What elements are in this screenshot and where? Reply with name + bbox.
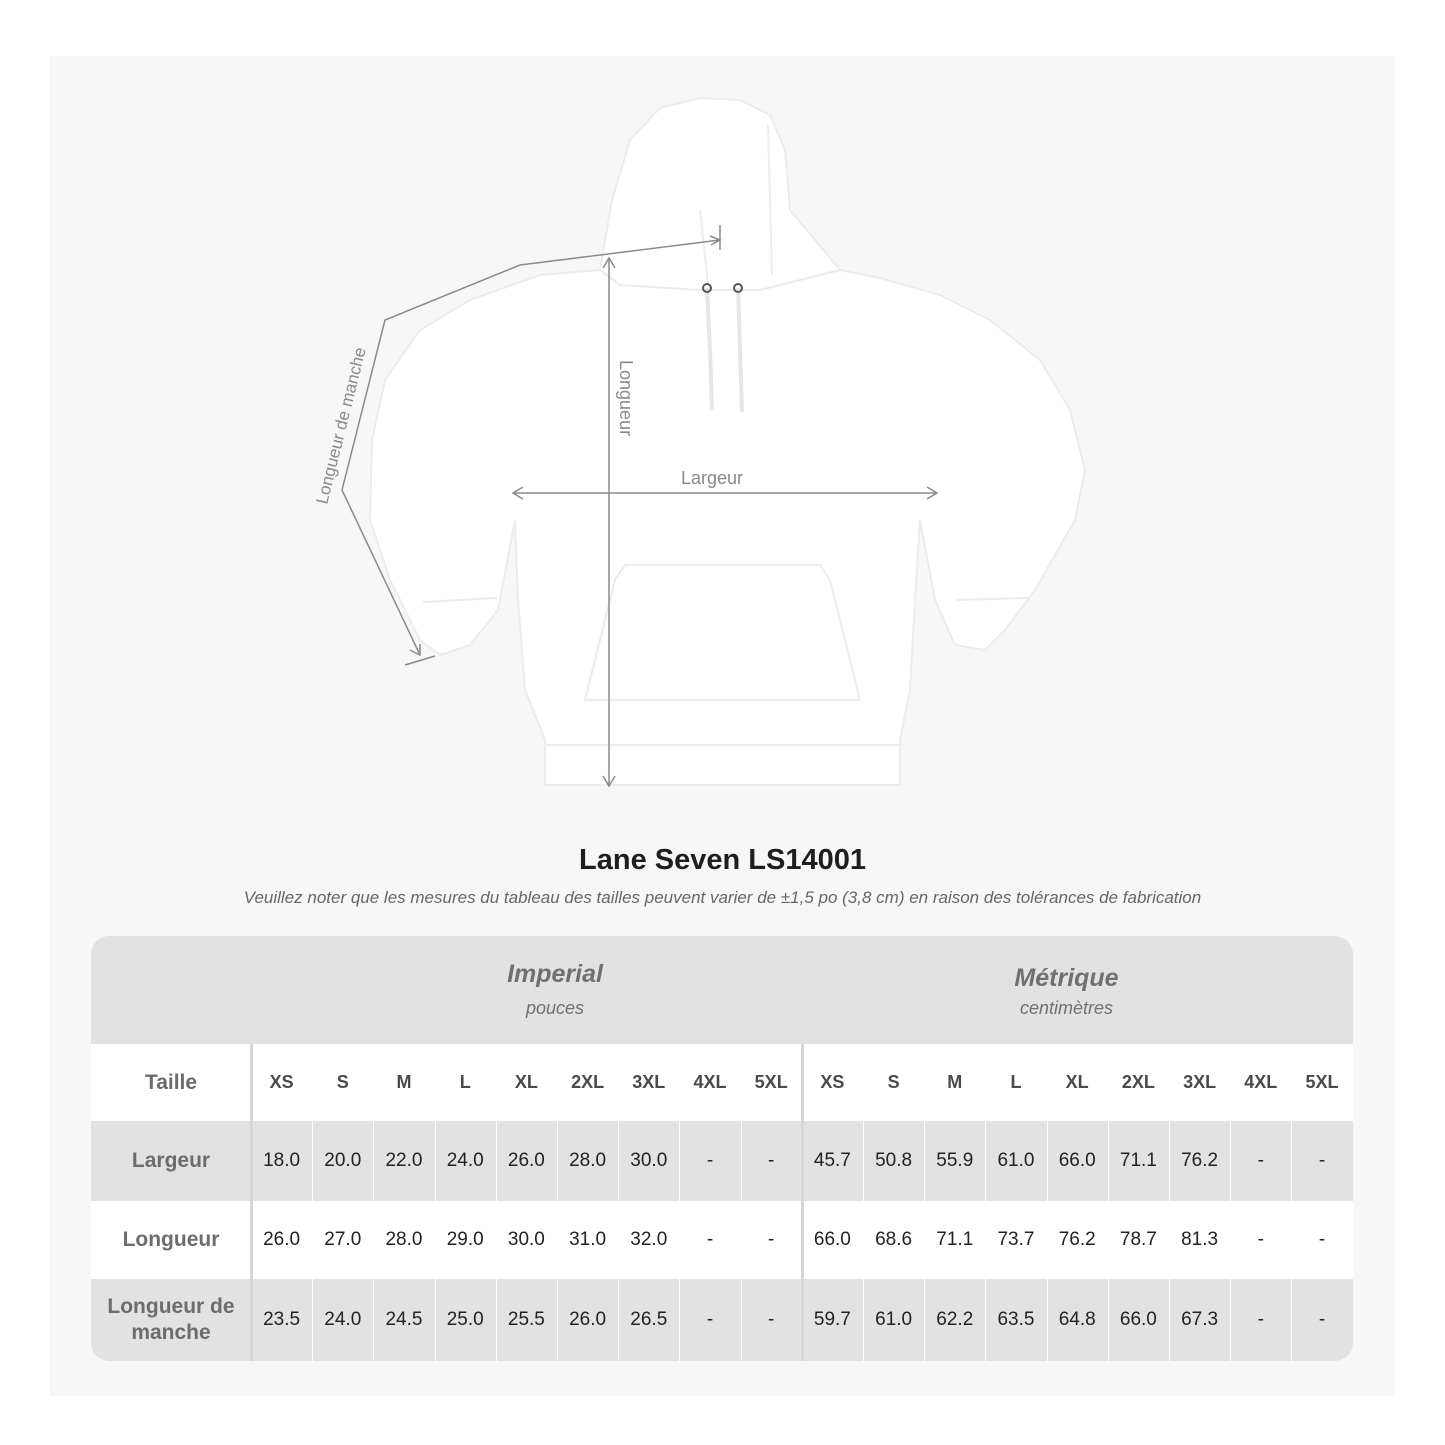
metric-value-cell: 61.0 — [997, 1150, 1035, 1171]
metric-value-cell: - — [1257, 1309, 1264, 1330]
imperial-value-cell: 24.0 — [446, 1150, 484, 1171]
imperial-value-cell: 26.0 — [263, 1229, 301, 1250]
imperial-value-cell: - — [768, 1229, 775, 1250]
column-divider — [985, 1044, 986, 1361]
size-chart-table — [91, 936, 1353, 1361]
imperial-value-cell: 18.0 — [263, 1150, 301, 1171]
metric-value-cell: - — [1318, 1150, 1326, 1171]
imperial-value-cell: 26.0 — [507, 1150, 545, 1171]
hoodie-hood — [600, 98, 840, 290]
hoodie-icon — [370, 98, 1085, 785]
size-header-metric: S — [887, 1072, 900, 1092]
column-divider — [557, 1044, 558, 1361]
metric-value-cell: 66.0 — [1058, 1150, 1096, 1171]
column-divider — [1108, 1044, 1109, 1361]
size-header-imperial: 4XL — [693, 1072, 727, 1092]
size-header-imperial: M — [396, 1072, 412, 1092]
column-divider — [312, 1044, 313, 1361]
column-divider — [250, 1044, 253, 1361]
size-header-imperial: 2XL — [571, 1072, 605, 1092]
tolerance-note: Veuillez noter que les mesures du tableau des tailles peuvent varier de ±1,5 po (3,8 cm) en raison des tolérances de fabrication — [243, 888, 1202, 907]
metric-value-cell: 63.5 — [997, 1309, 1035, 1330]
imperial-value-cell: 22.0 — [385, 1150, 423, 1171]
sleeve-length-label: Longueur de manche — [312, 345, 370, 506]
size-header-imperial: 5XL — [754, 1072, 788, 1092]
size-header-row — [91, 1044, 1353, 1121]
size-header-metric: XS — [820, 1072, 845, 1092]
metric-value-cell: 64.8 — [1058, 1309, 1096, 1330]
column-divider — [924, 1044, 925, 1361]
column-divider — [1169, 1044, 1170, 1361]
size-header-metric: 4XL — [1244, 1072, 1278, 1092]
metric-value-cell: 76.2 — [1058, 1229, 1096, 1250]
size-header-metric: M — [947, 1072, 963, 1092]
metric-value-cell: 66.0 — [1119, 1309, 1157, 1330]
column-divider — [435, 1044, 436, 1361]
table-row — [91, 1201, 1353, 1279]
imperial-value-cell: - — [768, 1309, 775, 1330]
page-title: Lane Seven LS14001 — [579, 844, 866, 876]
row-label: Longueur — [122, 1228, 220, 1251]
imperial-value-cell: 31.0 — [569, 1229, 607, 1250]
imperial-unit: pouces — [525, 998, 585, 1018]
imperial-name: Imperial — [507, 960, 603, 988]
row-label: Largeur — [131, 1149, 211, 1172]
row-label-taille: Taille — [144, 1070, 198, 1094]
column-divider — [373, 1044, 374, 1361]
column-divider — [741, 1044, 742, 1361]
metric-value-cell: 76.2 — [1181, 1150, 1219, 1171]
column-divider — [1230, 1044, 1231, 1361]
metric-value-cell: 59.7 — [813, 1309, 851, 1330]
kangaroo-pocket — [585, 565, 860, 700]
imperial-value-cell: 32.0 — [630, 1229, 668, 1250]
imperial-value-cell: 25.5 — [507, 1309, 545, 1330]
size-header-imperial: XS — [269, 1072, 294, 1092]
metric-header — [802, 936, 1331, 1044]
imperial-value-cell: 30.0 — [630, 1150, 668, 1171]
imperial-value-cell: 28.0 — [385, 1229, 423, 1250]
metric-value-cell: 62.2 — [936, 1309, 974, 1330]
table-row — [91, 1279, 1353, 1361]
metric-value-cell: 78.7 — [1119, 1229, 1157, 1250]
imperial-value-cell: 24.0 — [324, 1309, 362, 1330]
metric-value-cell: - — [1257, 1229, 1264, 1250]
table-row — [91, 1121, 1353, 1201]
metric-value-cell: 61.0 — [875, 1309, 913, 1330]
imperial-value-cell: - — [706, 1150, 714, 1171]
size-header-metric: 5XL — [1305, 1072, 1339, 1092]
imperial-header — [250, 936, 860, 1044]
metric-value-cell: 67.3 — [1181, 1309, 1219, 1330]
length-label: Longueur — [616, 360, 636, 437]
imperial-value-cell: 25.0 — [446, 1309, 484, 1330]
column-divider — [679, 1044, 680, 1361]
imperial-value-cell: - — [706, 1309, 714, 1330]
size-header-imperial: XL — [514, 1072, 538, 1092]
metric-value-cell: 68.6 — [875, 1229, 913, 1250]
imperial-value-cell: 20.0 — [324, 1150, 362, 1171]
metric-unit: centimètres — [1019, 998, 1114, 1018]
metric-value-cell: 55.9 — [936, 1150, 974, 1171]
width-label: Largeur — [680, 468, 744, 488]
imperial-value-cell: 24.5 — [385, 1309, 423, 1330]
metric-value-cell: 71.1 — [936, 1229, 974, 1250]
metric-value-cell: 66.0 — [813, 1229, 851, 1250]
row-label: Longueur de manche — [107, 1295, 235, 1344]
size-header-metric: 3XL — [1183, 1072, 1217, 1092]
metric-value-cell: - — [1257, 1150, 1264, 1171]
imperial-value-cell: 29.0 — [446, 1229, 484, 1250]
metric-value-cell: 45.7 — [813, 1150, 851, 1171]
metric-value-cell: 73.7 — [997, 1229, 1035, 1250]
metric-value-cell: 50.8 — [875, 1150, 913, 1171]
imperial-value-cell: 28.0 — [569, 1150, 607, 1171]
imperial-value-cell: - — [768, 1150, 775, 1171]
metric-value-cell: - — [1318, 1229, 1326, 1250]
size-header-metric: 2XL — [1121, 1072, 1155, 1092]
column-divider — [863, 1044, 864, 1361]
column-divider — [496, 1044, 497, 1361]
size-header-imperial: L — [459, 1072, 471, 1092]
imperial-value-cell: 26.5 — [630, 1309, 668, 1330]
metric-name: Métrique — [1014, 964, 1119, 992]
imperial-value-cell: 30.0 — [507, 1229, 545, 1250]
column-divider — [1047, 1044, 1048, 1361]
metric-value-cell: - — [1318, 1309, 1326, 1330]
column-divider — [618, 1044, 619, 1361]
imperial-value-cell: 27.0 — [324, 1229, 362, 1250]
system-header-row — [91, 936, 1353, 1044]
size-header-metric: L — [1010, 1072, 1022, 1092]
size-header-metric: XL — [1065, 1072, 1089, 1092]
column-divider — [1291, 1044, 1292, 1361]
hoodie-body — [370, 270, 1085, 785]
size-header-imperial: S — [336, 1072, 349, 1092]
imperial-value-cell: 26.0 — [569, 1309, 607, 1330]
imperial-value-cell: 23.5 — [263, 1309, 301, 1330]
imperial-value-cell: - — [706, 1229, 714, 1250]
metric-value-cell: 71.1 — [1119, 1150, 1157, 1171]
metric-value-cell: 81.3 — [1181, 1229, 1219, 1250]
size-header-imperial: 3XL — [632, 1072, 666, 1092]
column-divider — [801, 1044, 804, 1361]
